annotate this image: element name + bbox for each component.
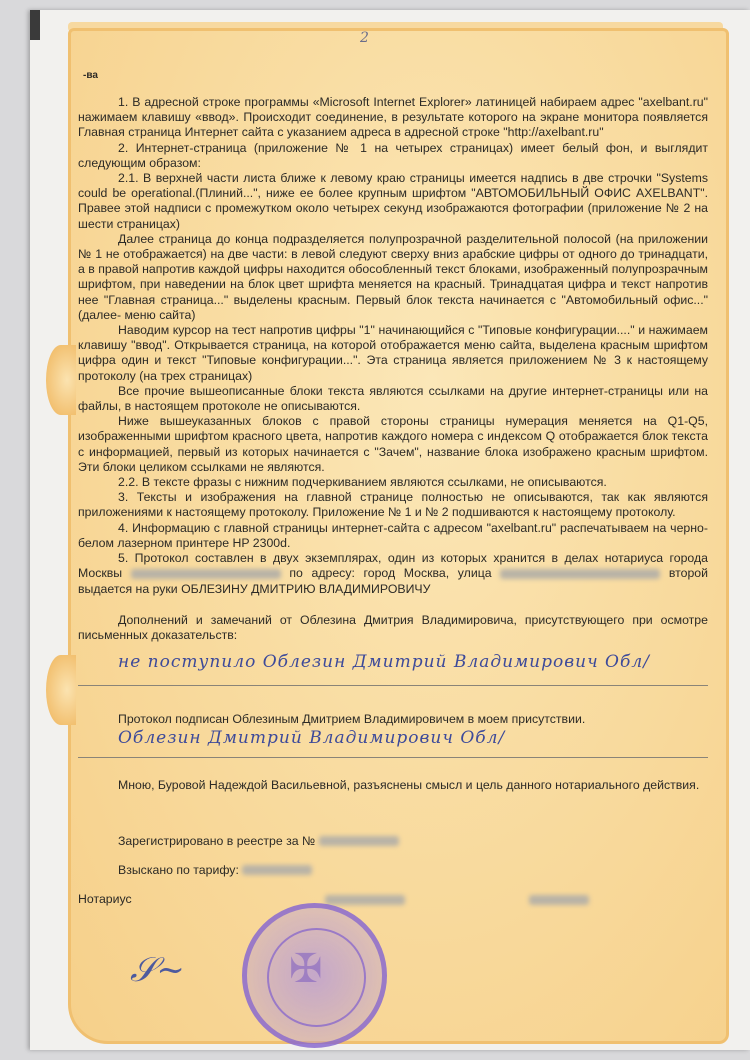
fee-line: Взыскано по тарифу: bbox=[78, 863, 708, 878]
paragraph-2-2: 2.2. В тексте фразы с нижним подчеркиванием являются ссылками, не описываются. bbox=[118, 475, 607, 490]
document-body bbox=[78, 95, 708, 907]
corner-marker: -ва bbox=[83, 70, 98, 81]
paragraph-1: 1. В адресной строке программы «Microsoft Internet Explorer» латиницей набираем адрес "axelbant.ru" нажимаем клавишу «ввод». Происходит соединение, в результате которого на экране монитора появляется Главная страница Интернет сайта с указанием адреса в адресной строке "http://axelbant.ru" bbox=[78, 95, 708, 140]
registry-line: Зарегистрировано в реестре за № bbox=[78, 834, 708, 849]
redacted-notary-surname bbox=[529, 895, 589, 905]
redacted-fee bbox=[242, 865, 312, 875]
binding-edge bbox=[30, 10, 40, 40]
scroll-curl-decoration bbox=[46, 345, 76, 415]
paragraph-other-blocks: Все прочие вышеописанные блоки текста являются ссылками на другие интернет-страницы или на файлы, в настоящем протоколе не описываются. bbox=[78, 383, 708, 414]
paragraph-2: 2. Интернет-страница (приложение № 1 на четырех страницах) имеет белый фон, и выглядит следующим образом: bbox=[78, 140, 708, 170]
redacted-registry-number bbox=[319, 836, 399, 846]
page-number-mark: 2 bbox=[360, 30, 369, 46]
notary-stamp bbox=[242, 903, 387, 1048]
additions-handwritten-line bbox=[78, 652, 708, 686]
handwritten-signature: Облезин Дмитрий Владимирович Обл/ bbox=[118, 728, 506, 749]
redacted-name bbox=[131, 569, 281, 579]
paragraph-3: 3. Тексты и изображения на главной странице полностью не описываются, так как являются приложениями к настоящему протоколу. Приложение № 1 и № 2 подшиваются к настоящему протоколу. bbox=[78, 490, 708, 520]
paragraph-q-blocks: Ниже вышеуказанных блоков с правой стороны страницы нумерация меняется на Q1-Q5, изображенными шрифтом красного цвета, напротив каждого номера с индексом Q отображается блок текста с информацией, первый из которых начинается с "Зачем", название блока изображено красным шрифтом. Эти блоки целиком ссылками не являются. bbox=[78, 414, 708, 474]
notary-signature: 𝒮~ bbox=[130, 950, 185, 990]
signature-line bbox=[78, 728, 708, 758]
additions-label: Дополнений и замечаний от Облезина Дмитрия Владимировича, присутствующего при осмотре письменных доказательств: bbox=[78, 612, 708, 642]
scroll-curl-decoration bbox=[46, 655, 76, 725]
paragraph-5: 5. Протокол составлен в двух экземплярах, один из которых хранится в делах нотариуса города Москвы по адресу: город Москва, улица второй выдается на руки ОБЛЕЗИНУ ДМИТРИЮ ВЛАДИМИРОВИЧУ bbox=[78, 551, 708, 596]
paragraph-2-1: 2.1. В верхней части листа ближе к левому краю страницы имеется надпись в две строчки "Systems could be operational.(Плиний...", ниже ее более крупным шрифтом "АВТОМОБИЛЬНЫЙ ОФИС AXELBANT". Правее этой надписи с промежутком около четырех секунд изображаются фотографии (приложение № 2 на шести страницах) bbox=[78, 171, 708, 231]
paragraph-further: Далее страница до конца подразделяется полупрозрачной разделительной полосой (на приложении № 1 не отображается) на две части: в левой следуют сверху вниз арабские цифры от одного до тринадцати, а в правой напротив каждой цифры находится обособленный текст блоками, изображенный полупрозрачным шрифтом, при наведении на блок цвет шрифта меняется на красный. Тринадцатая цифра и текст напротив нее "Главная страница..." выделены красным. Первый блок текста начинается с "Автомобильный офис..." (далее- меню сайта) bbox=[78, 231, 708, 322]
notary-line: Нотариус bbox=[78, 892, 708, 907]
paragraph-cursor: Наводим курсор на тест напротив цифры "1" начинающийся с "Типовые конфигурации...." и нажимаем клавишу "ввод". Открывается страница, на которой отображается меню сайта, выделена красным шрифтом цифра один и текст "Типовые конфигурации...". Эта страница является приложением № 3 к настоящему протоколу (на трех страницах) bbox=[78, 323, 708, 383]
handwritten-no-additions: не поступило Облезин Дмитрий Владимирович Обл/ bbox=[118, 652, 650, 673]
paragraph-4: 4. Информацию с главной страницы интернет-сайта с адресом "axelbant.ru" распечатываем на черно-белом лазерном принтере HP 2300d. bbox=[78, 520, 708, 550]
redacted-notary-name bbox=[325, 895, 405, 905]
explained-statement: Мною, Буровой Надеждой Васильевной, разъяснены смысл и цель данного нотариального действия. bbox=[118, 778, 700, 793]
redacted-address bbox=[500, 569, 660, 579]
signed-statement: Протокол подписан Облезиным Дмитрием Владимировичем в моем присутствии. bbox=[118, 712, 586, 727]
eagle-emblem-icon: ✠ bbox=[289, 947, 323, 991]
